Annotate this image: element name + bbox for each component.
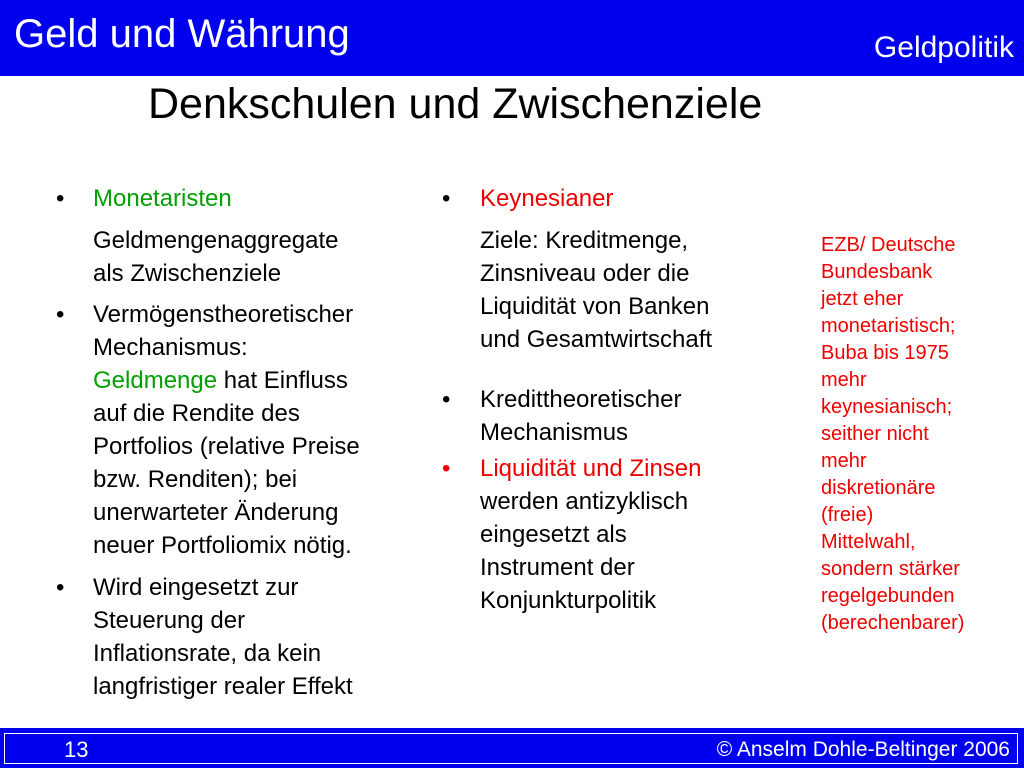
- bullet-marker: •: [56, 301, 65, 328]
- steuerung-text: Wird eingesetzt zur Steuerung der Inflationsrate, da kein langfristiger realer Effekt: [93, 574, 353, 700]
- vermoegenstheoretisch-text: Vermögenstheoretischer Mechanismus: Geldmenge hat Einfluss auf die Rendite des Portfolios (relative Preise bzw. Renditen); bei unerwarteter Änderung neuer Portfoliomix nötig.: [93, 301, 360, 559]
- bullet-marker: •: [56, 574, 65, 601]
- section-title: Geldpolitik: [873, 31, 1014, 64]
- page-number: 13: [64, 737, 89, 762]
- ezb-side-note: EZB/ Deutsche Bundesbank jetzt eher monetaristisch; Buba bis 1975 mehr keynesianisch; seither nicht mehr diskretionäre (freie) Mittelwahl, sondern stärker regelgebunden (berechenbarer): [821, 234, 965, 634]
- bullet-marker: •: [442, 185, 451, 212]
- slide-title: Denkschulen und Zwischenziele: [148, 80, 763, 128]
- bullet-marker: •: [56, 185, 65, 212]
- liquiditaet-text: Liquidität und Zinsen werden antizyklisch eingesetzt als Instrument der Konjunkturpolitik: [480, 452, 701, 617]
- monetaristen-heading: Monetaristen: [93, 185, 232, 212]
- monetaristen-intro: Geldmengenaggregate als Zwischenziele: [93, 227, 339, 287]
- keynesianer-intro: Ziele: Kreditmenge, Zinsniveau oder die Liquidität von Banken und Gesamtwirtschaft: [480, 227, 713, 353]
- bullet-marker: •: [442, 455, 451, 482]
- liquiditaet-highlight: Liquidität und Zinsen: [480, 455, 702, 482]
- course-title: Geld und Währung: [14, 12, 350, 56]
- geldmenge-highlight: Geldmenge: [93, 367, 218, 394]
- keynesianer-heading: Keynesianer: [480, 185, 614, 212]
- bullet-marker: •: [442, 386, 451, 413]
- kredittheoretisch-text: Kredittheoretischer Mechanismus: [480, 386, 682, 446]
- copyright-notice: © Anselm Dohle-Beltinger 2006: [716, 738, 1010, 761]
